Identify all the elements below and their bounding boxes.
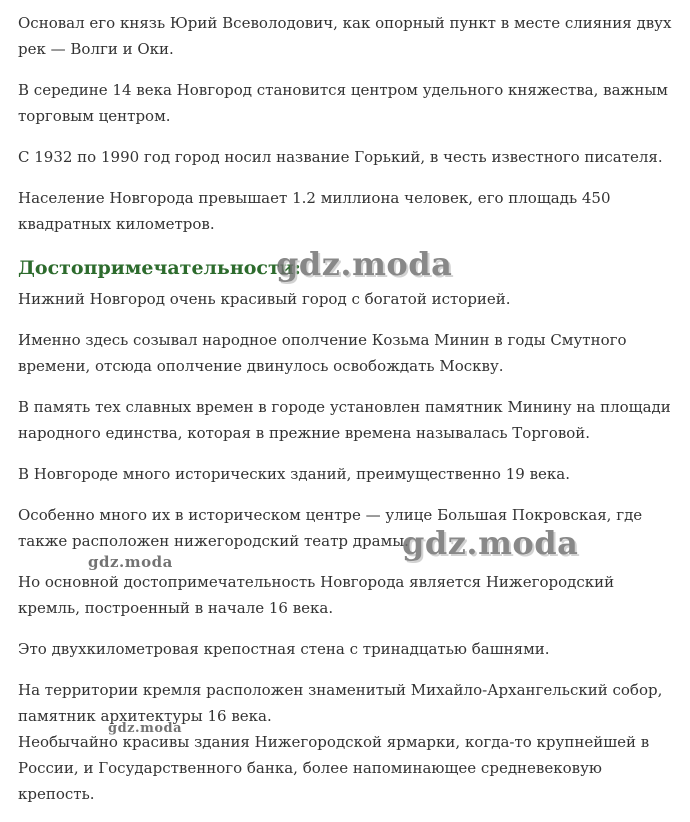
- section-heading-text: Достопримечательности:: [18, 257, 301, 279]
- paragraph-gorky-name: С 1932 по 1990 год город носил название Горький, в честь известного писателя.: [18, 148, 663, 166]
- watermark-bottom-small: gdz.moda: [108, 721, 183, 736]
- article-body: [18, 10, 678, 822]
- paragraph-fair-bank: Необычайно красивы здания Нижегородской ярмарки, когда-то крупнейшей в России, и Государственного банка, более напоминающее средневековую крепость.: [18, 733, 650, 803]
- paragraph-14th-century: В середине 14 века Новгород становится центром удельного княжества, важным торговым центром.: [18, 81, 668, 125]
- watermark-heading: gdz.moda: [276, 245, 453, 283]
- paragraph-beautiful-city: Нижний Новгород очень красивый город с богатой историей.: [18, 290, 511, 308]
- paragraph-pokrovskaya: Особенно много их в историческом центре — улице Большая Покровская, где также расположен нижегородский театр драмы.: [18, 506, 643, 550]
- watermark-middle-large: gdz.moda: [402, 524, 579, 562]
- paragraph-cathedral: На территории кремля расположен знаменитый Михайло-Архангельский собор, памятник архитектуры 16 века.: [18, 681, 663, 725]
- watermark-middle-small: gdz.moda: [88, 553, 173, 571]
- paragraph-fortress-wall: Это двухкилометровая крепостная стена с тринадцатью башнями.: [18, 640, 550, 658]
- paragraph-historic-buildings: В Новгороде много исторических зданий, преимущественно 19 века.: [18, 465, 570, 483]
- paragraph-kremlin: Но основной достопримечательность Новгорода является Нижегородский кремль, построенный в начале 16 века.: [18, 573, 615, 617]
- paragraph-founding: Основал его князь Юрий Всеволодович, как опорный пункт в месте слияния двух рек — Волги и Оки.: [18, 14, 672, 58]
- section-heading-sights: [18, 245, 678, 286]
- paragraph-population: Население Новгорода превышает 1.2 миллиона человек, его площадь 450 квадратных километров.: [18, 189, 611, 233]
- paragraph-minin-militia: Именно здесь созывал народное ополчение Козьма Минин в годы Смутного времени, отсюда ополчение двинулось освобождать Москву.: [18, 331, 627, 375]
- paragraph-minin-monument: В память тех славных времен в городе установлен памятник Минину на площади народного единства, которая в прежние времена называлась Торговой.: [18, 398, 671, 442]
